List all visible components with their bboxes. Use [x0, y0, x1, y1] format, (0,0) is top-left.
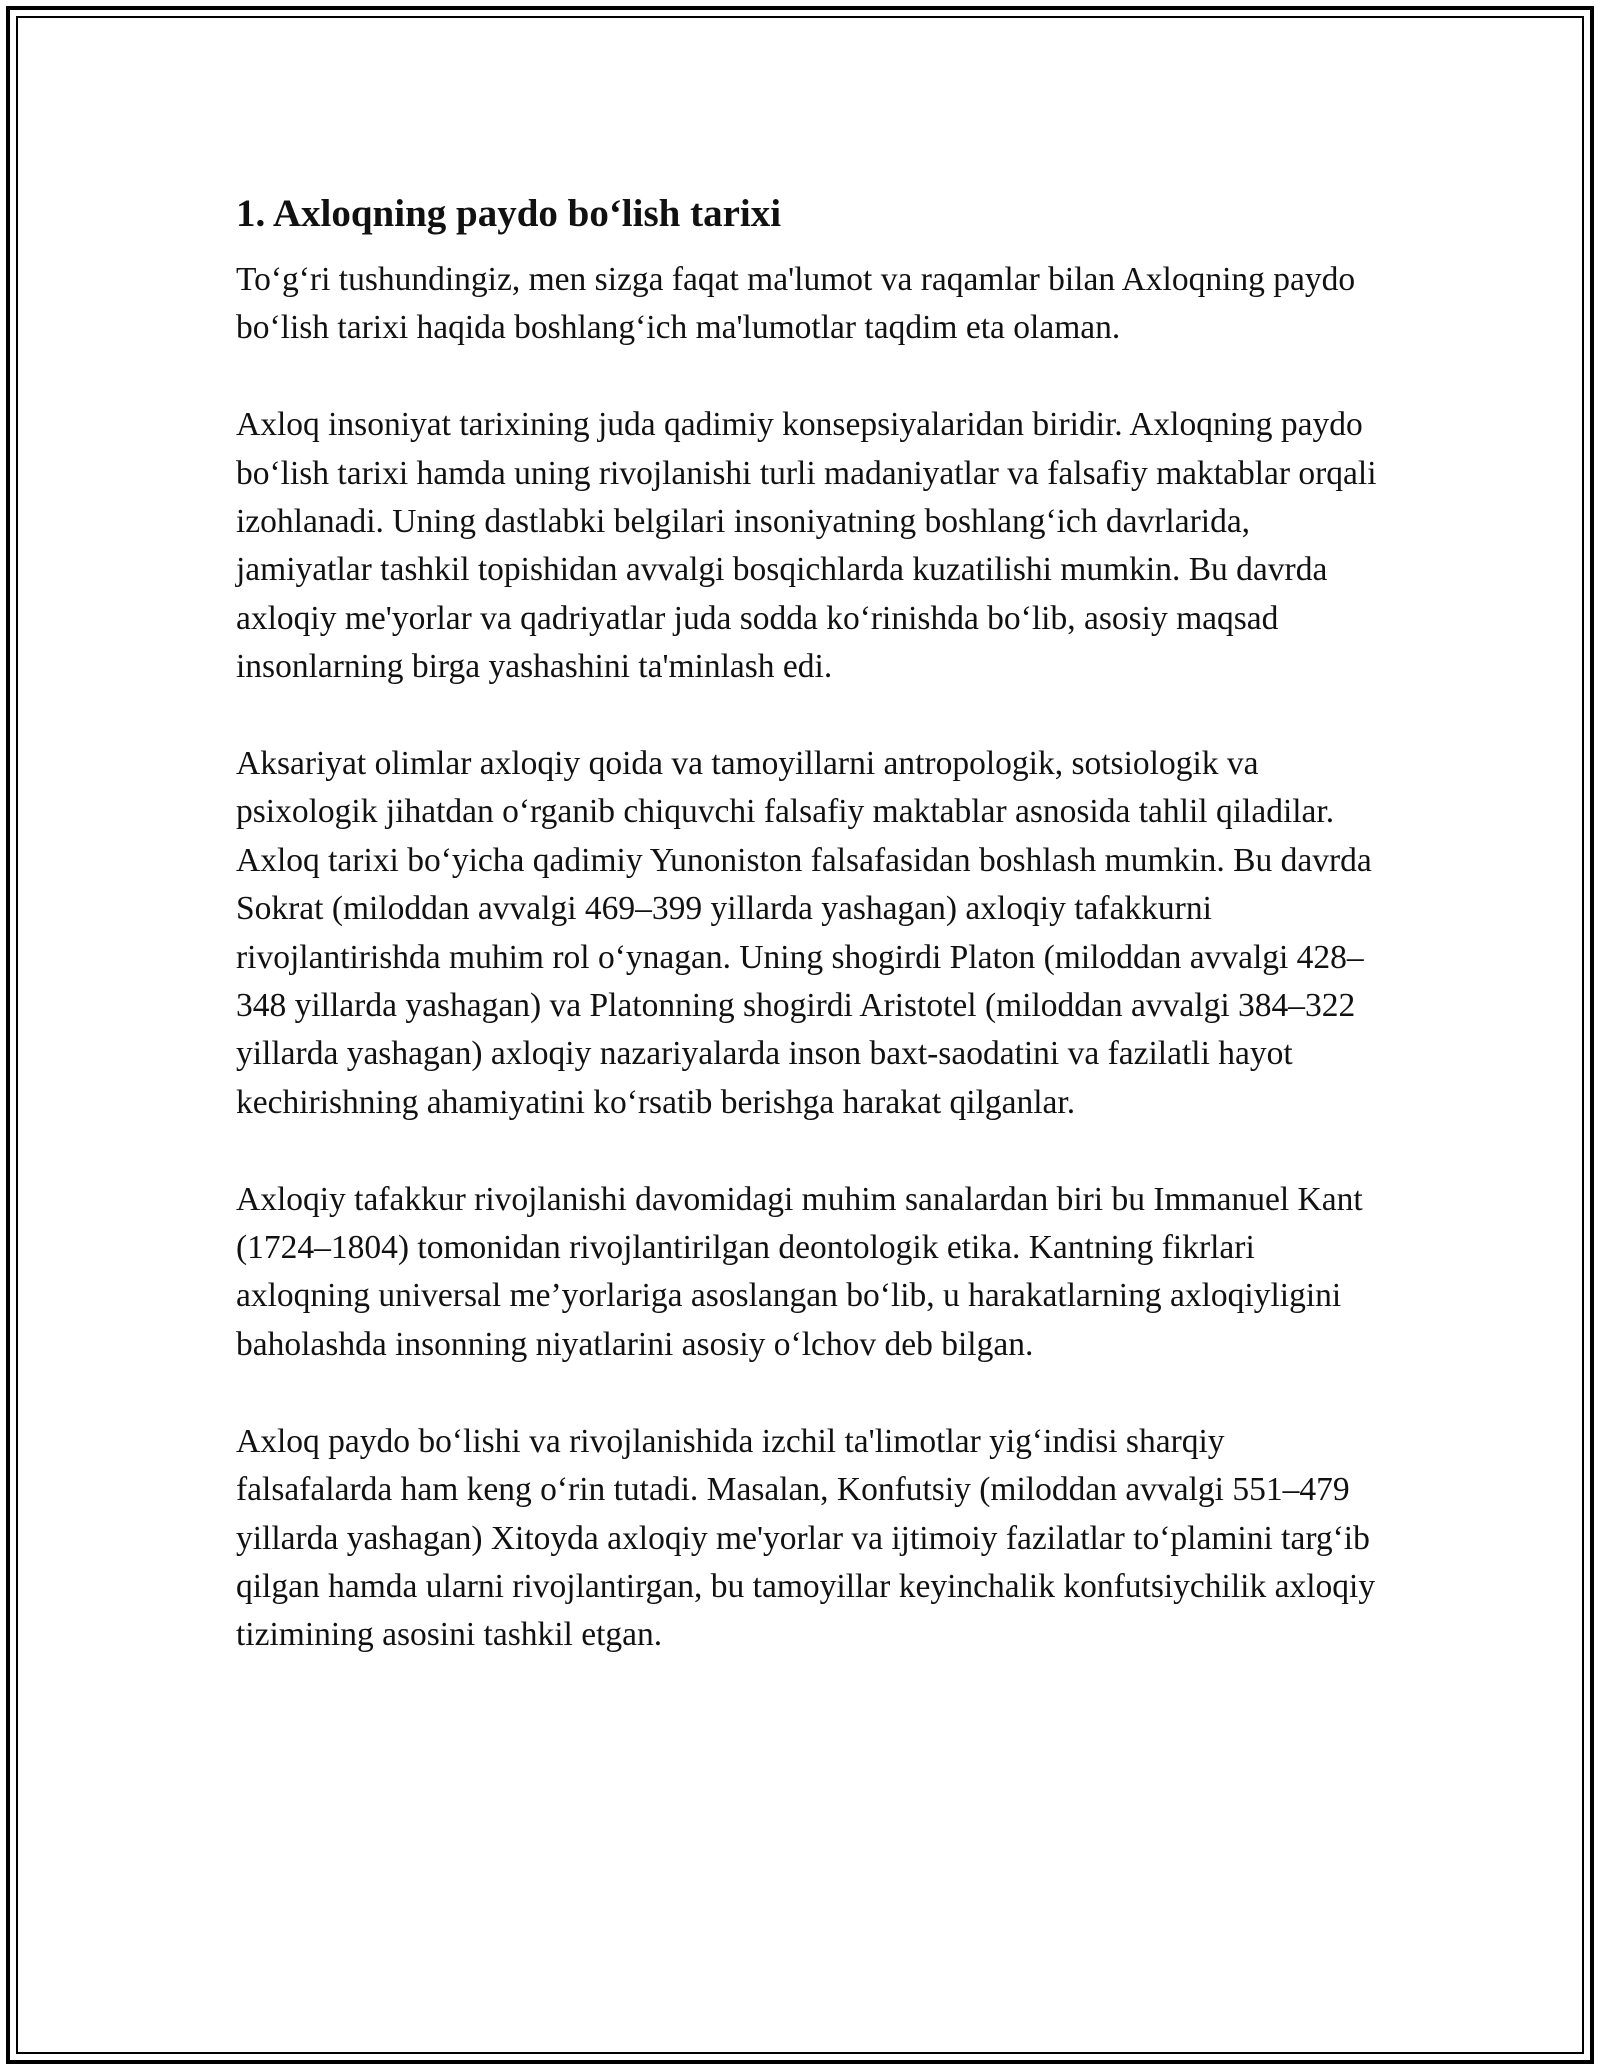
document-body [236, 186, 1386, 1708]
paragraph-greek-philosophy: Aksariyat olimlar axloqiy qoida va tamoyillarni antropologik, sotsiologik va psixologik jihatdan o‘rganib chiquvchi falsafiy maktablar asnosida tahlil qiladilar. Axloq tarixi bo‘yicha qadimiy Yunoniston falsafasidan boshlash mumkin. Bu davrda Sokrat (miloddan avvalgi 469–399 yillarda yashagan) axloqiy tafakkurni rivojlantirishda muhim rol o‘ynagan. Uning shogirdi Platon (miloddan avvalgi 428–348 yillarda yashagan) va Platonning shogirdi Aristotel (miloddan avvalgi 384–322 yillarda yashagan) axloqiy nazariyalarda inson baxt-saodatini va fazilatli hayot kechirishning ahamiyatini ko‘rsatib berishga harakat qilganlar. [236, 745, 1372, 1121]
paragraph-origins: Axloq insoniyat tarixining juda qadimiy konsepsiyalaridan biridir. Axloqning paydo bo‘lish tarixi hamda uning rivojlanishi turli madaniyatlar va falsafiy maktablar orqali izohlanadi. Uning dastlabki belgilari insoniyatning boshlang‘ich davrlarida, jamiyatlar tashkil topishidan avvalgi bosqichlarda kuzatilishi mumkin. Bu davrda axloqiy me'yorlar va qadriyatlar juda sodda ko‘rinishda bo‘lib, asosiy maqsad insonlarning birga yashashini ta'minlash edi. [236, 406, 1377, 686]
section-heading: 1. Axloqning paydo bo‘lish tarixi [236, 192, 782, 235]
paragraph-intro: To‘g‘ri tushundingiz, men sizga faqat ma'lumot va raqamlar bilan Axloqning paydo bo‘lish tarixi haqida boshlang‘ich ma'lumotlar taqdim eta olaman. [236, 261, 1356, 347]
paragraph-kant: Axloqiy tafakkur rivojlanishi davomidagi muhim sanalardan biri bu Immanuel Kant (1724–1804) tomonidan rivojlantirilgan deontologik etika. Kantning fikrlari axloqning universal me’yorlariga asoslangan bo‘lib, u harakatlarning axloqiyligini baholashda insonning niyatlarini asosiy o‘lchov deb bilgan. [236, 1180, 1363, 1363]
paragraph-eastern-philosophy: Axloq paydo bo‘lishi va rivojlanishida izchil ta'limotlar yig‘indisi sharqiy falsafalarda ham keng o‘rin tutadi. Masalan, Konfutsiy (miloddan avvalgi 551–479 yillarda yashagan) Xitoyda axloqiy me'yorlar va ijtimoiy fazilatlar to‘plamini targ‘ib qilgan hamda ularni rivojlantirgan, bu tamoyillar keyinchalik konfutsiychilik axloqiy tizimining asosini tashkil etgan. [236, 1422, 1376, 1654]
